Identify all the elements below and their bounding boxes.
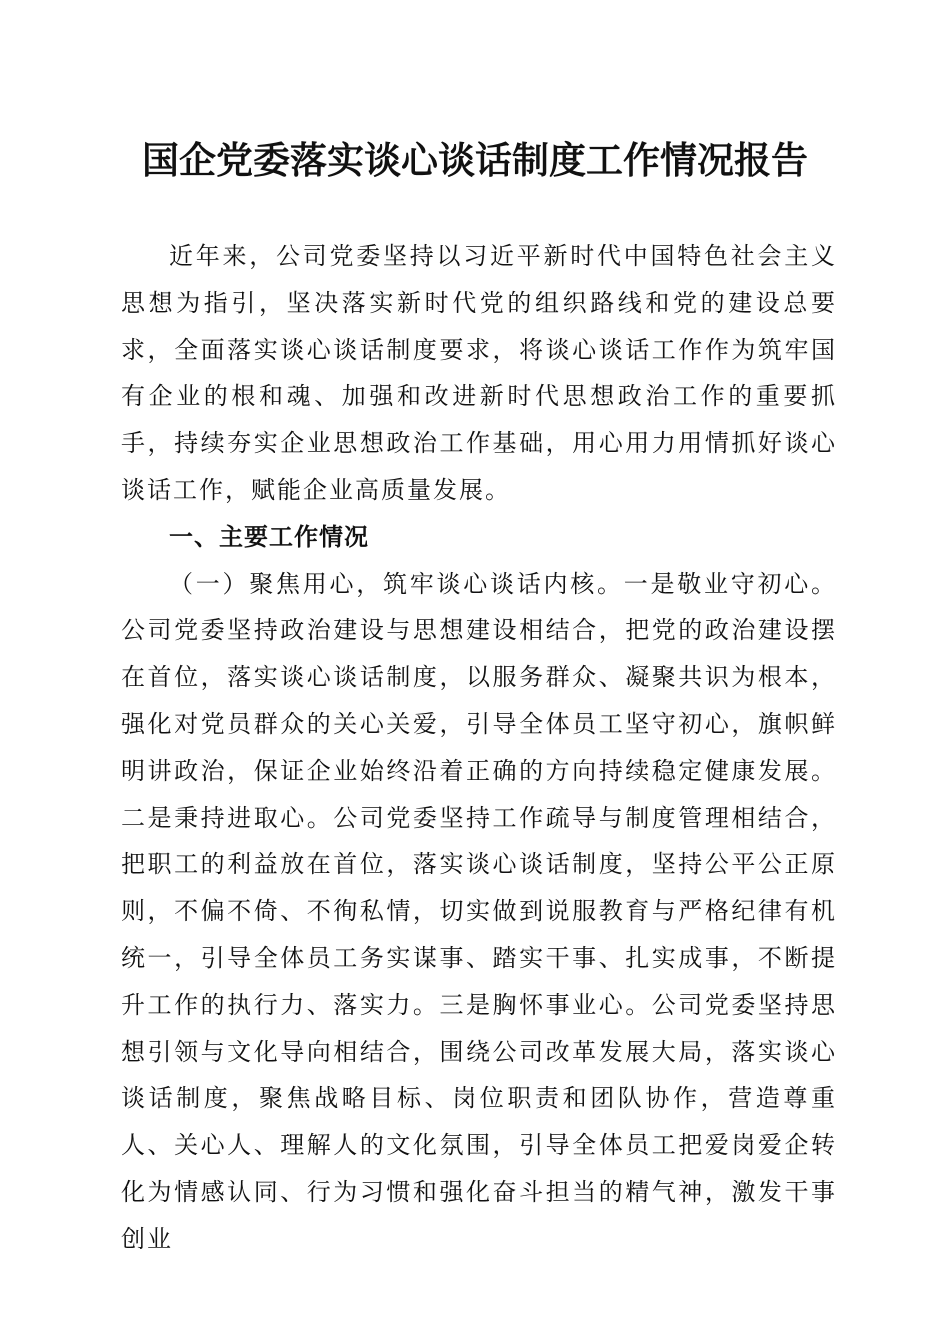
subsection-body: 一是敬业守初心。公司党委坚持政治建设与思想建设相结合，把党的政治建设摆在首位，落实谈心谈话制度，以服务群众、凝聚共识为根本，强化对党员群众的关心关爱，引导全体员工坚守初心，旗帜鲜明讲政治，保证企业始终沿着正确的方向持续稳定健康发展。二是秉持进取心。公司党委坚持工作疏导与制度管理相结合，把职工的利益放在首位，落实谈心谈话制度，坚持公平公正原则，不偏不倚、不徇私情，切实做到说服教育与严格纪律有机统一，引导全体员工务实谋事、踏实干事、扎实成事，不断提升工作的执行力、落实力。三是胸怀事业心。公司党委坚持思想引领与文化导向相结合，围绕公司改革发展大局，落实谈心谈话制度，聚焦战略目标、岗位职责和团队协作，营造尊重人、关心人、理解人的文化氛围，引导全体员工把爱岗爱企转化为情感认同、行为习惯和强化奋斗担当的精气神，激发干事创业 xyxy=(121,569,837,1253)
subsection-paragraph xyxy=(121,561,837,1263)
document-title: 国企党委落实谈心谈话制度工作情况报告 xyxy=(142,138,808,182)
intro-paragraph: 近年来，公司党委坚持以习近平新时代中国特色社会主义思想为指引，坚决落实新时代党的组织路线和党的建设总要求，全面落实谈心谈话制度要求，将谈心谈话工作作为筑牢国有企业的根和魂、加强和改进新时代思想政治工作的重要抓手，持续夯实企业思想政治工作基础，用心用力用情抓好谈心谈话工作，赋能企业高质量发展。 xyxy=(121,242,837,504)
document-body xyxy=(121,233,837,1263)
subsection-lead: （一）聚焦用心，筑牢谈心谈话内核。 xyxy=(169,569,624,598)
section-heading: 一、主要工作情况 xyxy=(169,522,369,551)
